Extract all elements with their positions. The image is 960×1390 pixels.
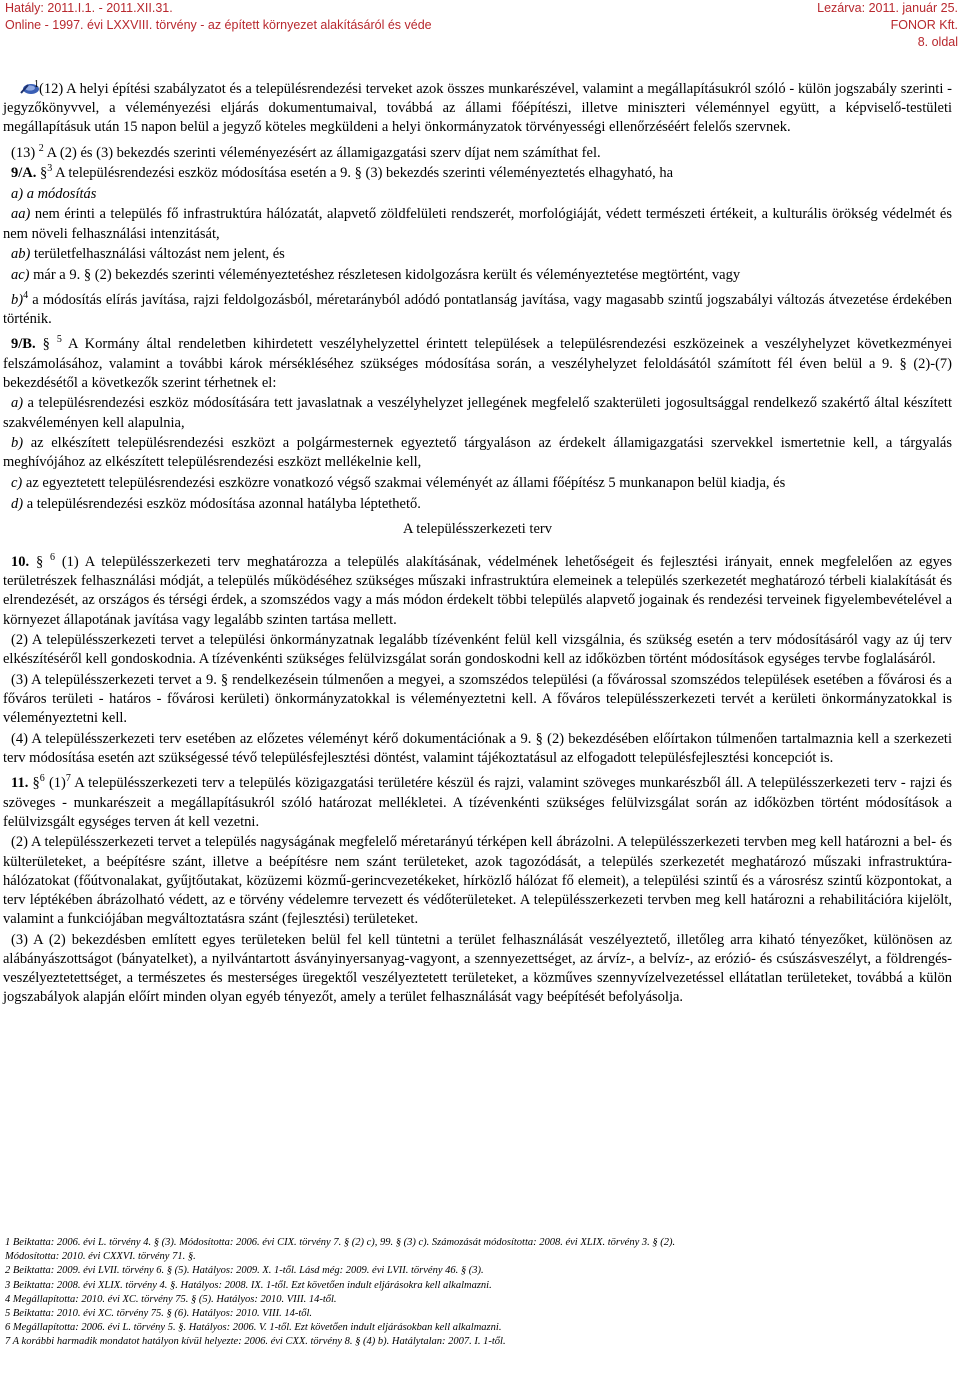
- footnote-6: 6 Megállapította: 2006. évi L. törvény 5. §. Hatályos: 2006. V. 1-től. Ezt követően indult eljárásokban kell alkalmazni.: [5, 1322, 502, 1334]
- footnote-1: 1 Beiktatta: 2006. évi L. törvény 4. § (3). Módosította: 2006. évi CIX. törvény 7. § (2) c), 99. § (3) c). Számozását módosította: 2008. évi XLIX. törvény 3. § (2).: [5, 1237, 676, 1248]
- section-10-paragraph-2: (2) A településszerkezeti tervet a települési önkormányzatnak legalább tízévenként felül kell vizsgálnia, és szükség esetén a terv módosításáról vagy az új terv elkészítéséről kell gondoskodnia. A tízévenkénti szükséges felülvizsgálat során gondoskodni kell az időközben történt módosítások egységes tervbe foglalásáról.: [3, 632, 952, 668]
- footnote-1-continued: Módosította: 2010. évi CXXVI. törvény 71. §.: [5, 1251, 196, 1263]
- section-number: 10.: [11, 553, 30, 570]
- header-right: [817, 0, 958, 51]
- validity-dates: Hatály: 2011.I.1. - 2011.XII.31.: [5, 1, 173, 15]
- section-heading: A településszerkezeti terv: [403, 520, 552, 537]
- footnote-4: 4 Megállapította: 2010. évi XC. törvény 75. § (5). Hatályos: 2010. VIII. 14-től.: [5, 1293, 337, 1305]
- page-number: 8. oldal: [917, 35, 958, 49]
- point-d: d) a településrendezési eszköz módosítása azonnal hatályba léptethető.: [11, 495, 421, 512]
- document-body: [3, 80, 952, 1009]
- point-a: a) a településrendezési eszköz módosítására tett javaslatnak a veszélyhelyzet jellegének megfelelő szakterületi jogosultsággal rendelkező szakértő által készített szakvéleményen kell alapulnia,: [3, 395, 952, 431]
- footnote-7: 7 A korábbi harmadik mondatot hatályon kívül helyezte: 2006. évi CXX. törvény 8. § (4) b). Hatálytalan: 2007. I. 1-től.: [5, 1336, 506, 1348]
- footnote-ref[interactable]: 6: [50, 552, 56, 564]
- footnote-ref[interactable]: 4: [23, 290, 29, 302]
- point-c: c) az egyeztetett településrendezési eszközre vonatkozó végső szakmai véleményét az állami főépítész 5 munkanapon belül kiadja, és: [11, 474, 786, 491]
- section-9b: 9/B. § $^5$ A Kormány által rendeletben kihirdetett veszélyhelyzettel érintett települések a településrendezési eszközeinek a veszélyhelyzet következményei felszámolásához, valamint a további károk mérsékléséhez szükséges módosítása során, a veszélyhelyzet feloldásától számított fél éven belül a 9. § (2)-(7) bekezdésétől a következők szerint térhetnek el:: [3, 334, 953, 391]
- footnote-ref[interactable]: 5: [56, 334, 62, 346]
- page-header: [5, 0, 958, 54]
- point-aa: aa) nem érinti a település fő infrastruktúra hálózatát, alapvető zöldfelületi rendszerét, morfológiáját, védett természeti értékeit, a kulturális örökség védelmét és nem növeli felhasználási intenzitását,: [3, 206, 952, 242]
- header-left: [5, 0, 432, 34]
- section-11: 11. §$^6$ $(1)^7$ A településszerkezeti terv a település közigazgatási területére készül és rajzi, valamint szöveges munkarészből áll. A településszerkezeti terv - rajzi és szöveges - munkarészeit a megállapításukról szóló határozat mellékletei. A tízévenkénti szükséges felülvizsgálat során az időközben történt módosítások a felülvizsgált egységes terven át kell vezetni.: [3, 773, 952, 830]
- closed-date: Lezárva: 2011. január 25.: [817, 1, 958, 15]
- point-ac: ac) már a 9. § (2) bekezdés szerinti véleményeztetéshez részletesen kidolgozásra került és véleményeztetése megtörtént, vagy: [11, 266, 741, 283]
- paragraph-12: $^1$(12) A helyi építési szabályzatot és a településrendezési terveket azok összes munkarészével, valamint a megállapításukról szóló - külön jogszabály szerinti - jegyzőkönyvvel, a véleményezési eljárás dokumentumaival, továbbá az állami főépítészi, illetve miniszteri véleménnyel együtt, a képviselő-testületi megállapításuk után 15 napon belül a jegyző köteles megküldeni a helyi önkormányzatok törvényességi ellenőrzéséért felelős szervnek.: [3, 79, 952, 136]
- section-10-paragraph-4: (4) A településszerkezeti terv esetében az előzetes véleményt kérő dokumentációnak a 9. § (2) bekezdésében előírtakon túlmenően tartalmaznia kell a szerkezeti terv módosítása esetén azt szükségessé tévő településfejlesztési döntést, valamint tájékoztatásul az elfogadott településfejlesztési koncepciót is.: [3, 730, 952, 767]
- footnote-ref[interactable]: 7: [65, 773, 71, 785]
- point-ab: ab) területfelhasználási változást nem jelent, és: [11, 246, 285, 263]
- section-10: 10. § $^6$ (1) A településszerkezeti terv meghatározza a település alakításának, védelmének lehetőségeit és fejlesztési irányait, ennek megfelelően az egyes területrészek felhasználási módját, a település működéséhez szükséges műszaki infrastruktúra elemeinek a település szerkezetét meghatározó térbeli kialakítását és elrendezését, az országos és térségi érdek, a szomszédos vagy a más módon érdekelt többi település alapvető jogainak és rendezési terveinek figyelembevételével a környezet állapotának javítása vagy legalább szinten tartása mellett.: [3, 552, 953, 628]
- section-9a: 9/A. §$^3$ A településrendezési eszköz módosítása esetén a 9. § (3) bekezdés szerinti véleményeztetés elhagyható, ha: [11, 163, 674, 182]
- point-b: b)$^4$ a módosítás elírás javítása, rajzi feldolgozásból, méretarányból adódó pontatlanság javítása, vagy magasabb szintű jogszabályi változás átvezetése érdekében történik.: [3, 290, 952, 328]
- section-number: 11.: [11, 775, 29, 792]
- footnote-ref[interactable]: 2: [38, 142, 44, 154]
- publisher: FONOR Kft.: [890, 18, 958, 32]
- section-number: 9/B.: [11, 336, 36, 353]
- footnote-ref[interactable]: 3: [47, 163, 53, 175]
- section-10-paragraph-3: (3) A településszerkezeti tervet a 9. § rendelkezésein túlmenően a megyei, a szomszédos települési (a fővárossal szomszédos települések esetében a fővárosi és a főváros területi - határos - fővárosi kerületi) önkormányzatokkal is véleményeztetni kell. A főváros településszerkezeti tervét a kerületi önkormányzatokkal is véleményeztetni kell.: [3, 671, 952, 727]
- footnote-ref[interactable]: 6: [39, 773, 45, 785]
- footnotes: [5, 1236, 956, 1350]
- section-11-paragraph-3: (3) A (2) bekezdésben említett egyes területeken belül fel kell tüntetni a terület felhasználását veszélyeztető, illetőleg arra kiható tényezőket, különösen az alábányászottságot (bányatelket), a nyilvántartott ásványinyersanyag-vagyont, a szennyezettséget, az árvíz-, a belvíz-, az erózió- és csúszásveszélyt, a földrengés-veszélyeztetettséget, a természetes és mesterséges üregektől veszélyeztetett területeket, a közműves szennyvízelvezetéssel ellátatlan területeket, továbbá a külön jogszabályok alapján előírt minden olyan egyéb tényezőt, amely a terület felhasználását vagy beépítését befolyásolja.: [3, 931, 952, 1006]
- law-title: Online - 1997. évi LXXVIII. törvény - az épített környezet alakításáról és véde: [5, 18, 432, 32]
- footnote-ref[interactable]: 1: [34, 79, 39, 91]
- paragraph-13: (13) $^2$ A (2) és (3) bekezdés szerinti véleményezésért az államigazgatási szerv díjat nem számíthat fel.: [11, 142, 601, 161]
- section-11-paragraph-2: (2) A településszerkezeti tervet a település nagyságának megfelelő méretarányú térképen kell ábrázolni. A településszerkezeti tervben meg kell határozni a bel- és külterületeket, a beépítésre szánt, illetve a beépítésre nem szánt területeket, azok tagozódását, a település szerkezetét meghatározó műszaki infrastruktúra-hálózatokat (főútvonalakat, gyűjtőutakat, közüzemi közmű-gerincvezetékeket, hírközlő hálózat fő elemeit), a települési szintű és a városrész szintű központokat, a terv léptékében ábrázolható védett, az e törvény védelemre tervezett és védőterületeket. A településszerkezeti tervben meg kell határozni a rehabilitációra kijelölt, valamint a funkciójában megváltoztatásra szánt (fejlesztési) területeket.: [3, 834, 952, 928]
- point-b: b) az elkészített településrendezési eszközt a polgármesternek egyeztető tárgyaláson az érdekelt államigazgatási szervekkel ismertetnie kell, a tárgyalás meghívójához az elkészített településrendezési eszközt mellékelnie kell,: [3, 435, 952, 471]
- point-a: a) a módosítás: [11, 185, 97, 202]
- footnote-2: 2 Beiktatta: 2009. évi LVII. törvény 6. § (5). Hatályos: 2009. X. 1-től. Lásd még: 2009. évi LVII. törvény 46. § (3).: [5, 1265, 484, 1277]
- footnote-5: 5 Beiktatta: 2010. évi XC. törvény 75. § (6). Hatályos: 2010. VIII. 14-től.: [5, 1308, 313, 1320]
- pen-note-icon[interactable]: [11, 81, 32, 95]
- footnote-3: 3 Beiktatta: 2008. évi XLIX. törvény 4. §. Hatályos: 2008. IX. 1-től. Ezt követően indult eljárásokra kell alkalmazni.: [5, 1279, 492, 1291]
- section-number: 9/A.: [11, 165, 37, 182]
